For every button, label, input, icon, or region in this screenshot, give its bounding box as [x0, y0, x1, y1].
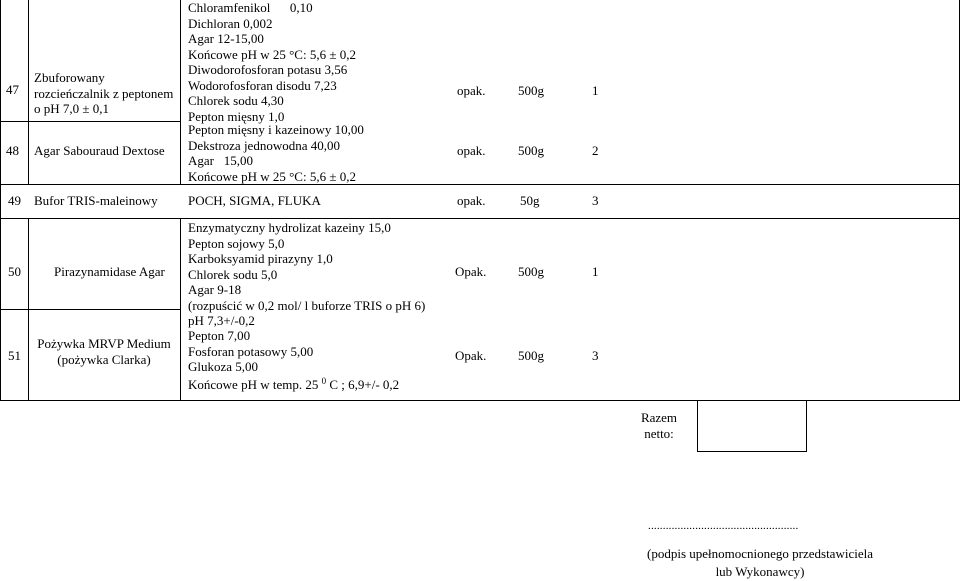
signature-caption: (podpis upełnomocnionego przedstawiciela lub Wykonawcy) [647, 546, 873, 579]
composition: POCH, SIGMA, FLUKA [188, 193, 321, 208]
quantity: 2 [592, 143, 599, 158]
signature-dots: ................................................... [648, 520, 799, 532]
unit: opak. [457, 193, 486, 208]
composition: Pepton 7,00 Fosforan potasowy 5,00 Glukoza 5,00 Końcowe pH w temp. 25 $^0$ C ; 6,9+/- 0,2 [188, 328, 400, 392]
row-number: 47 [6, 82, 19, 97]
pack-size: 500g [518, 143, 544, 158]
composition: Pepton mięsny i kazeinowy 10,00 Dekstroza jednowodna 40,00 Agar 15,00 Końcowe pH w 25 °C: 5,6 ± 0,2 [188, 122, 364, 184]
product-name: Zbuforowany rozcieńczalnik z peptonem o pH 7,0 ± 0,1 [34, 70, 174, 116]
total-label: Razem netto: [640, 410, 678, 441]
quantity: 3 [592, 348, 599, 363]
unit: opak. [457, 83, 486, 98]
unit: Opak. [455, 264, 487, 279]
total-value-box [698, 401, 806, 451]
final-ph-line: Końcowe pH w temp. 25 $^0$ C ; 6,9+/- 0,2 [188, 375, 400, 392]
row-number: 50 [8, 264, 21, 279]
pack-size: 500g [518, 264, 544, 279]
quantity: 3 [592, 193, 599, 208]
pack-size: 50g [520, 193, 540, 208]
composition: Chloramfenikol 0,10 Dichloran 0,002 Agar 12-15,00 Końcowe pH w 25 °C: 5,6 ± 0,2 Diwodorofosforan potasu 3,56 Wodorofosforan disodu 7,23 Chlorek sodu 4,30 Pepton mięsny 1,0 [188, 0, 356, 124]
row-number: 51 [8, 348, 21, 363]
product-name: Agar Sabouraud Dextose [34, 143, 165, 158]
product-name: Bufor TRIS-maleinowy [34, 193, 158, 208]
row-number: 48 [6, 143, 19, 158]
product-name: Pożywka MRVP Medium (pożywka Clarka) [37, 336, 171, 367]
quantity: 1 [592, 83, 599, 98]
quantity: 1 [592, 264, 599, 279]
row-number: 49 [8, 193, 21, 208]
unit: opak. [457, 143, 486, 158]
pack-size: 500g [518, 83, 544, 98]
composition: Enzymatyczny hydrolizat kazeiny 15,0 Pepton sojowy 5,0 Karboksyamid pirazyny 1,0 Chlorek sodu 5,0 Agar 9-18 (rozpuścić w 0,2 mol/ l buforze TRIS o pH 6) pH 7,3+/-0,2 [188, 220, 426, 328]
pack-size: 500g [518, 348, 544, 363]
unit: Opak. [455, 348, 487, 363]
product-name: Pirazynamidase Agar [54, 264, 165, 279]
